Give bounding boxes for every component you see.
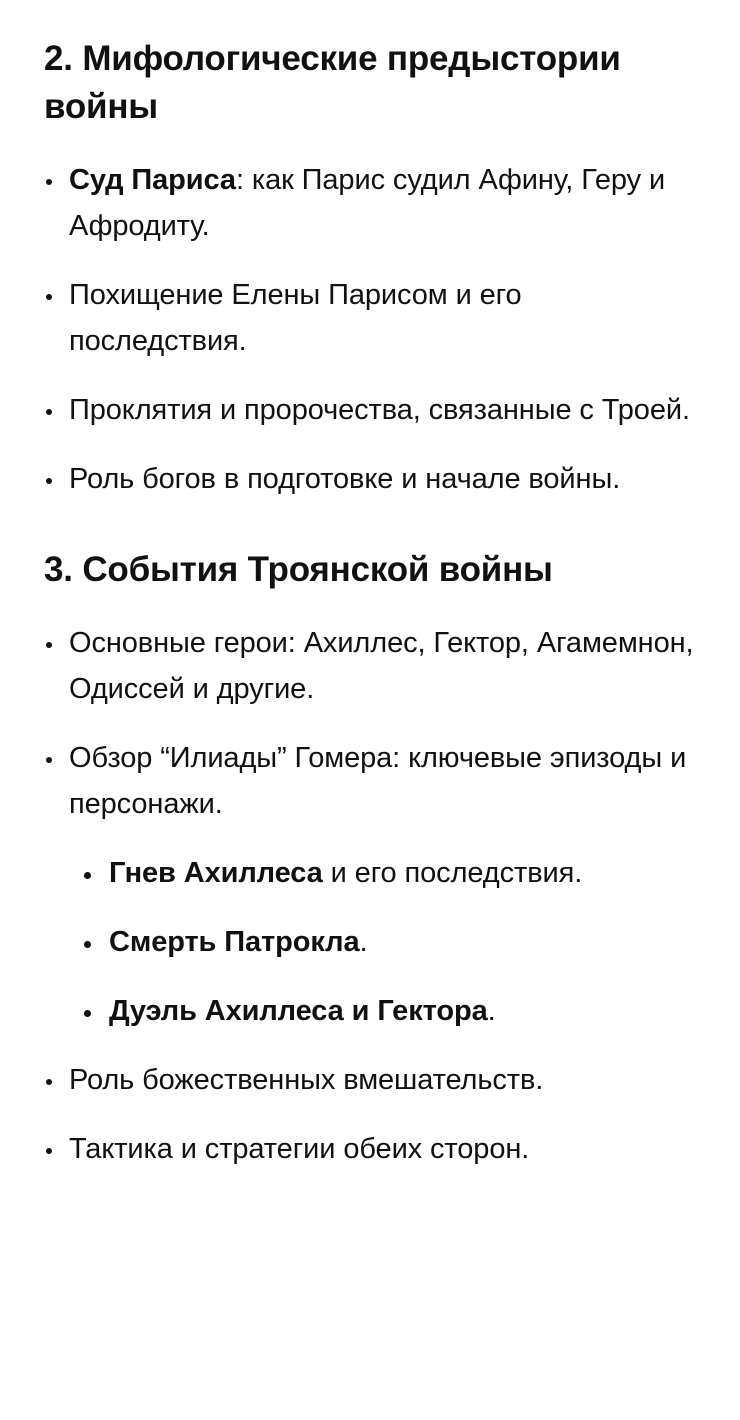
item-text: Роль божественных вмешательств. bbox=[69, 1064, 544, 1096]
item-bold-text: Смерть Патрокла bbox=[109, 926, 360, 958]
list-item bbox=[44, 157, 696, 249]
item-text: Роль богов в подготовке и начале войны. bbox=[69, 463, 621, 495]
list-item bbox=[84, 850, 696, 896]
item-text: Похищение Елены Парисом и его последствия. bbox=[69, 279, 522, 357]
item-text: Основные герои: Ахиллес, Гектор, Агамемнон, Одиссей и другие. bbox=[69, 627, 694, 705]
list-item bbox=[84, 988, 696, 1034]
item-bold-text: Дуэль Ахиллеса и Гектора bbox=[109, 995, 488, 1027]
item-bold-text: Суд Париса bbox=[69, 164, 236, 196]
item-text: : как Парис судил Афину, Геру и Афродиту. bbox=[69, 164, 666, 242]
item-text: . bbox=[359, 926, 368, 958]
section-heading: 3. События Троянской войны bbox=[44, 550, 553, 589]
item-text: Обзор “Илиады” Гомера: ключевые эпизоды и персонажи. bbox=[69, 742, 687, 820]
list-item bbox=[44, 1057, 696, 1103]
bullet-list bbox=[44, 620, 696, 1172]
item-text: . bbox=[487, 995, 496, 1027]
list-item bbox=[44, 620, 696, 712]
list-item bbox=[84, 919, 696, 965]
item-text: Проклятия и пророчества, связанные с Троей. bbox=[69, 394, 690, 426]
list-item bbox=[44, 735, 696, 1034]
section-heading: 2. Мифологические предыстории войны bbox=[44, 39, 621, 126]
list-item bbox=[44, 456, 696, 502]
bullet-list bbox=[44, 157, 696, 502]
list-item bbox=[44, 387, 696, 433]
list-item bbox=[44, 1126, 696, 1172]
list-item bbox=[44, 272, 696, 364]
item-text: Тактика и стратегии обеих сторон. bbox=[69, 1133, 530, 1165]
item-bold-text: Гнев Ахиллеса bbox=[109, 857, 323, 889]
nested-bullet-list bbox=[84, 850, 696, 1034]
item-text: и его последствия. bbox=[322, 857, 583, 889]
